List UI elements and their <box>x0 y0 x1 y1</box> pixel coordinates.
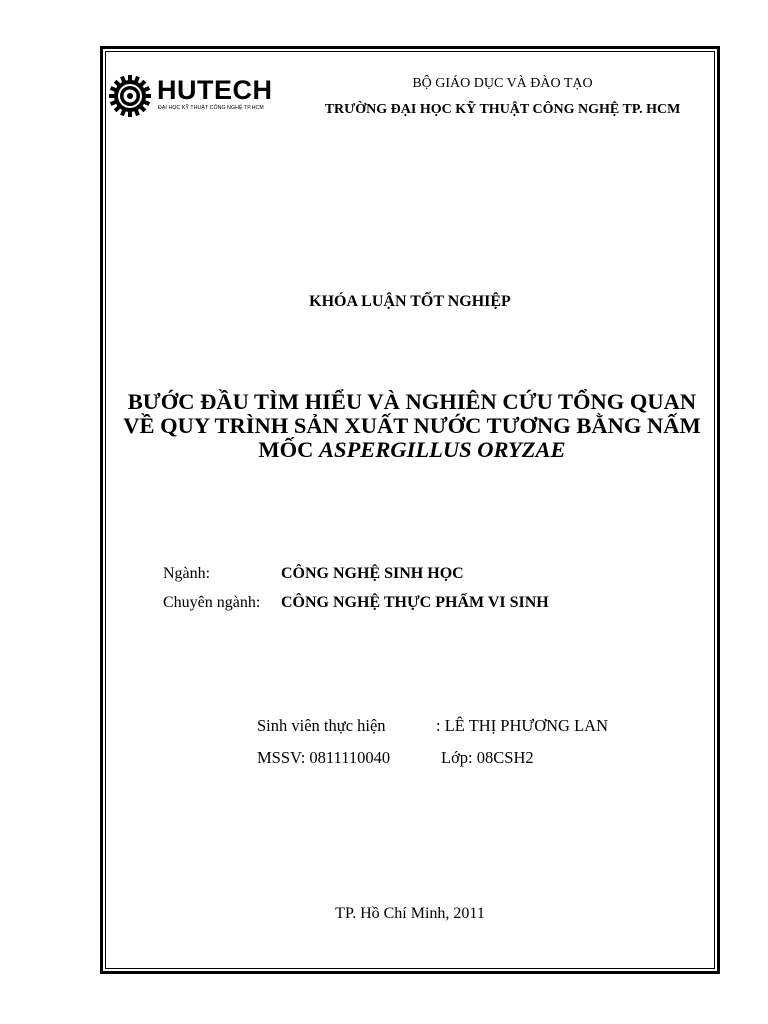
title-line-3 <box>110 438 714 462</box>
ministry-name: BỘ GIÁO DỤC VÀ ĐÀO TẠO <box>412 76 593 91</box>
thesis-type: KHÓA LUẬN TỐT NGHIỆP <box>309 293 511 310</box>
specialization-value <box>281 593 549 613</box>
hutech-seal-icon <box>108 74 152 118</box>
thesis-title <box>110 390 714 462</box>
hutech-logo <box>108 74 288 118</box>
specialization-label: Chuyên ngành: <box>163 594 261 611</box>
student-name-label: Sinh viên thực hiện <box>257 716 386 735</box>
major-label: Ngành: <box>163 565 211 582</box>
major-value-text: CÔNG NGHỆ SINH HỌC <box>281 565 464 582</box>
major-value <box>281 564 464 584</box>
page-border-inner <box>105 51 715 969</box>
student-name-value: : LÊ THỊ PHƯƠNG LAN <box>436 716 608 735</box>
student-class: Lớp: 08CSH2 <box>441 748 534 767</box>
species-name: ASPERGILLUS ORYZAE <box>319 437 566 462</box>
title-line-3-prefix: MỐC <box>258 437 320 462</box>
logo-tagline: ĐẠI HỌC KỸ THUẬT CÔNG NGHỆ TP.HCM <box>158 105 264 111</box>
logo-wordmark: HUTECH <box>157 75 273 105</box>
place-date: TP. Hồ Chí Minh, 2011 <box>335 905 485 922</box>
university-name: TRƯỜNG ĐẠI HỌC KỸ THUẬT CÔNG NGHỆ TP. HCM <box>324 102 681 117</box>
student-id: MSSV: 0811110040 <box>257 748 391 767</box>
specialization-value-text: CÔNG NGHỆ THỰC PHẨM VI SINH <box>281 594 549 611</box>
title-line-1: BƯỚC ĐẦU TÌM HIỂU VÀ NGHIÊN CỨU TỔNG QUAN <box>127 389 697 414</box>
title-line-2: VỀ QUY TRÌNH SẢN XUẤT NƯỚC TƯƠNG BẰNG NẤM <box>123 413 701 438</box>
